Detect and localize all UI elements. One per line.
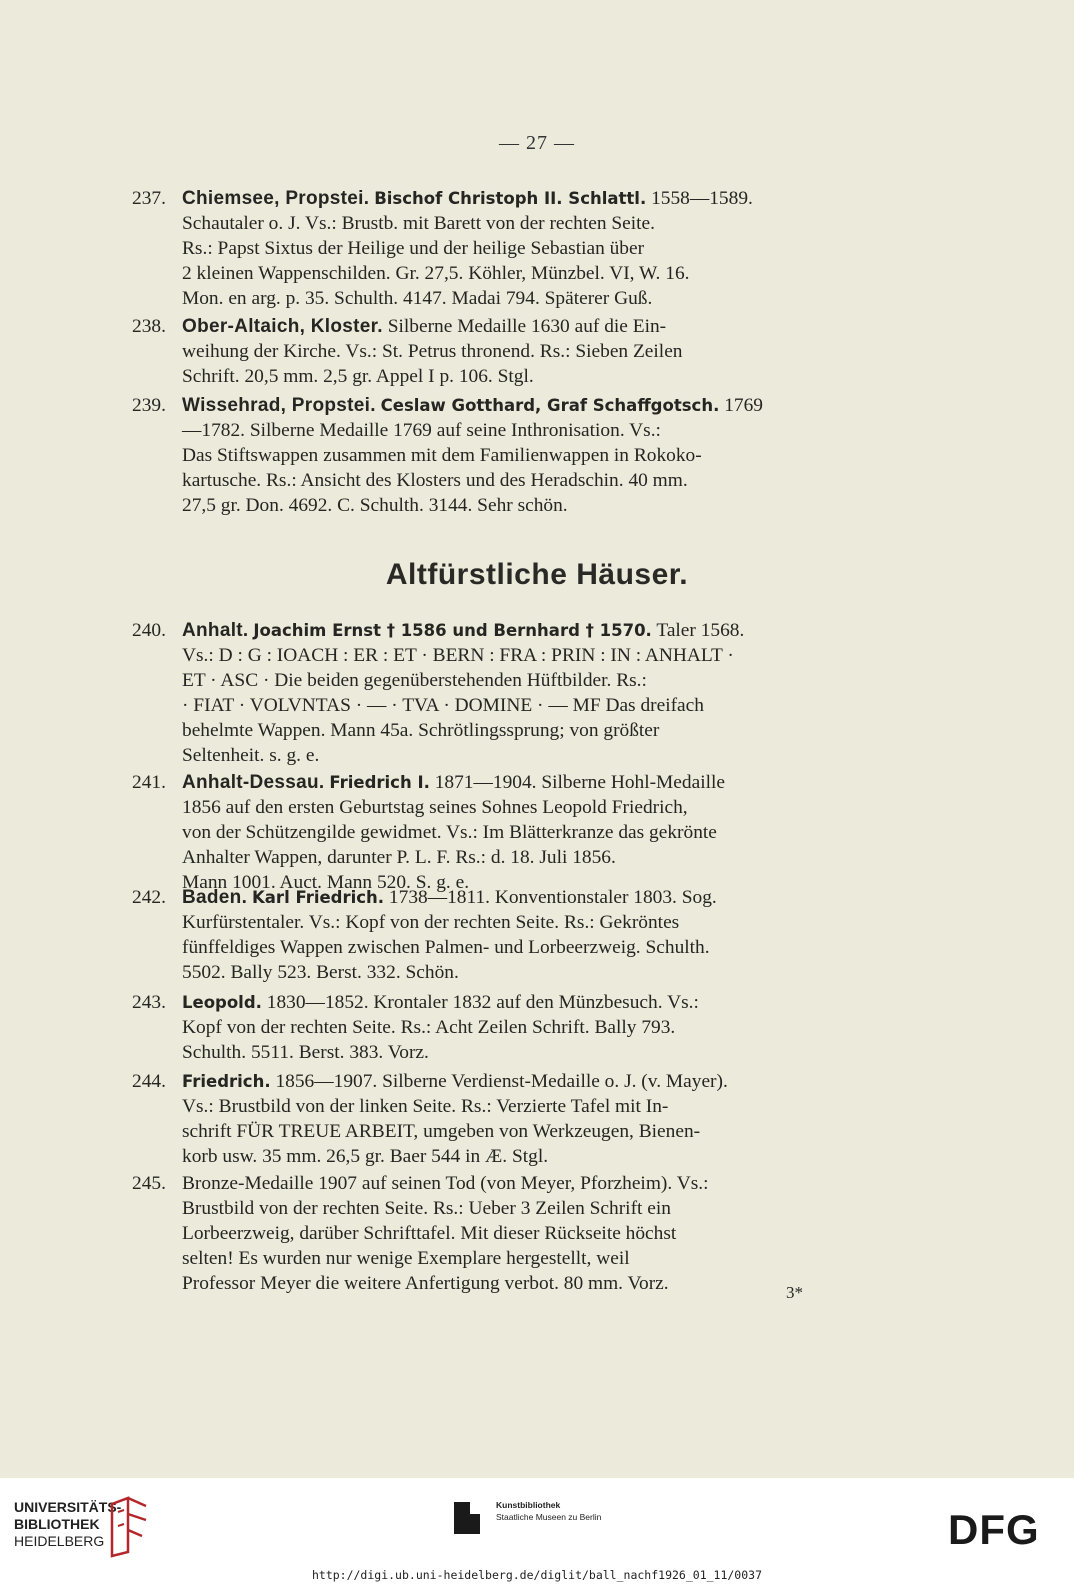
catalog-entry-237 [132,186,862,311]
entry-number: 243. [132,992,166,1013]
catalog-entry-239 [132,393,862,518]
entry-line: Bronze-Medaille 1907 auf seinen Tod (von Meyer, Pforzheim). Vs.: [182,1173,709,1194]
ub-line-1: UNIVERSITÄTS- [14,1499,122,1515]
entry-line: 1738—1811. Konventionstaler 1803. Sog. [384,887,717,908]
entry-heading: Chiemsee, Propstei. [182,188,370,209]
entry-subheading: Leopold. [182,993,262,1012]
catalog-entry-240 [132,618,862,768]
entry-number: 241. [132,772,166,793]
entry-line: 1830—1852. Krontaler 1832 auf den Münzbesuch. Vs.: [261,992,699,1013]
entry-line: Anhalter Wappen, darunter P. L. F. Rs.: d. 18. Juli 1856. [182,847,616,868]
catalog-entry-238 [132,314,862,389]
source-url[interactable]: http://digi.ub.uni-heidelberg.de/diglit/ball_nachf1926_01_11/0037 [311,1568,763,1582]
entry-line: Vs.: D : G : IOACH : ER : ET · BERN : FRA : PRIN : IN : ANHALT · [182,645,734,666]
entry-number: 238. [132,316,166,337]
entry-line: Silberne Medaille 1630 auf die Ein- [382,316,667,337]
catalog-entry-242 [132,885,862,985]
entry-heading: Wissehrad, Propstei. [182,395,376,416]
entry-line: 1856—1907. Silberne Verdienst-Medaille o. J. (v. Mayer). [270,1071,728,1092]
entry-line: Professor Meyer die weitere Anfertigung verbot. 80 mm. Vorz. [182,1273,669,1294]
page-number: — 27 — [499,132,575,154]
entry-number: 245. [132,1173,166,1194]
entry-line: Vs.: Brustbild von der linken Seite. Rs.: Verzierte Tafel mit In- [182,1096,669,1117]
entry-line: weihung der Kirche. Vs.: St. Petrus thronend. Rs.: Sieben Zeilen [182,341,683,362]
entry-line: Schautaler o. J. Vs.: Brustb. mit Barett von der rechten Seite. [182,213,655,234]
entry-line: 1856 auf den ersten Geburtstag seines Sohnes Leopold Friedrich, [182,797,688,818]
entry-line: kartusche. Rs.: Ansicht des Klosters und des Heradschin. 40 mm. [182,470,688,491]
catalog-entry-241 [132,770,862,895]
entry-line: Kurfürstentaler. Vs.: Kopf von der rechten Seite. Rs.: Gekröntes [182,912,680,933]
entry-heading: Anhalt-Dessau. [182,772,325,793]
entry-number: 240. [132,620,166,641]
entry-line: Rs.: Papst Sixtus der Heilige und der heilige Sebastian über [182,238,645,259]
ub-logo-mark-icon [108,1496,150,1558]
entry-subheading: Joachim Ernst † 1586 und Bernhard † 1570. [253,621,652,640]
entry-line: ET · ASC · Die beiden gegenüberstehenden Hüftbilder. Rs.: [182,670,647,691]
entry-line: 2 kleinen Wappenschilden. Gr. 27,5. Köhler, Münzbel. VI, W. 16. [182,263,690,284]
entry-line: korb usw. 35 mm. 26,5 gr. Baer 544 in Æ. Stgl. [182,1146,549,1167]
entry-subheading: Friedrich I. [329,773,430,792]
entry-line: Mann 1001. Auct. Mann 520. S. g. e. [182,872,470,893]
entry-line: 1871—1904. Silberne Hohl-Medaille [429,772,725,793]
entry-subheading: Ceslaw Gotthard, Graf Schaffgotsch. [380,396,720,415]
entry-heading: Baden. [182,887,248,908]
catalog-entry-244 [132,1069,862,1169]
entry-line: behelmte Wappen. Mann 45a. Schrötlingssprung; von größter [182,720,660,741]
dfg-logo [946,1508,1056,1548]
entry-line: Mon. en arg. p. 35. Schulth. 4147. Madai 794. Späterer Guß. [182,288,653,309]
kunstbibliothek-label [496,1499,601,1523]
kb-line-2: Staatliche Museen zu Berlin [496,1512,602,1522]
entry-number: 242. [132,887,166,908]
entry-subheading: Bischof Christoph II. Schlattl. [374,189,647,208]
entry-line: schrift FÜR TREUE ARBEIT, umgeben von Werkzeugen, Bienen- [182,1121,701,1142]
entry-line: selten! Es wurden nur wenige Exemplare hergestellt, weil [182,1248,630,1269]
entry-line: 1558—1589. [646,188,753,209]
entry-line: Taler 1568. [651,620,745,641]
kunstbibliothek-logo-icon [452,1500,482,1536]
entry-line: · FIAT · VOLVNTAS · — · TVA · DOMINE · — MF Das dreifach [182,695,704,716]
entry-line: Kopf von der rechten Seite. Rs.: Acht Zeilen Schrift. Bally 793. [182,1017,676,1038]
entry-line: fünffeldiges Wappen zwischen Palmen- und Lorbeerzweig. Schulth. [182,937,710,958]
entry-line: Das Stiftswappen zusammen mit dem Familienwappen in Rokoko- [182,445,702,466]
entry-line: 27,5 gr. Don. 4692. C. Schulth. 3144. Sehr schön. [182,495,568,516]
entry-heading: Anhalt. [182,620,249,641]
section-title: Altfürstliche Häuser. [385,558,689,591]
entry-subheading: Karl Friedrich. [252,888,385,907]
entry-line: von der Schützengilde gewidmet. Vs.: Im Blätterkranze das gekrönte [182,822,717,843]
entry-line: Schulth. 5511. Berst. 383. Vorz. [182,1042,429,1063]
entry-line: Lorbeerzweig, darüber Schrifttafel. Mit dieser Rückseite höchst [182,1223,677,1244]
digitization-footer [0,1478,1074,1585]
university-library-logo[interactable] [14,1499,121,1550]
entry-number: 239. [132,395,166,416]
entry-subheading: Friedrich. [182,1072,271,1091]
catalog-entry-243 [132,990,862,1065]
kb-line-1: Kunstbibliothek [496,1500,561,1510]
entry-line: —1782. Silberne Medaille 1769 auf seine Inthronisation. Vs.: [182,420,661,441]
entry-number: 237. [132,188,166,209]
entry-heading: Ober-Altaich, Kloster. [182,316,383,337]
entry-line: Schrift. 20,5 mm. 2,5 gr. Appel I p. 106. Stgl. [182,366,534,387]
ub-line-3: HEIDELBERG [14,1533,105,1549]
dfg-logo-text: DFG [948,1508,1040,1548]
signature-mark: 3* [786,1283,803,1302]
entry-line: Brustbild von der rechten Seite. Rs.: Ueber 3 Zeilen Schrift ein [182,1198,671,1219]
entry-line: 5502. Bally 523. Berst. 332. Schön. [182,962,459,983]
ub-line-2: BIBLIOTHEK [14,1516,100,1532]
entry-line: 1769 [719,395,763,416]
catalog-entry-245 [132,1171,862,1296]
entry-number: 244. [132,1071,166,1092]
entry-line: Seltenheit. s. g. e. [182,745,320,766]
